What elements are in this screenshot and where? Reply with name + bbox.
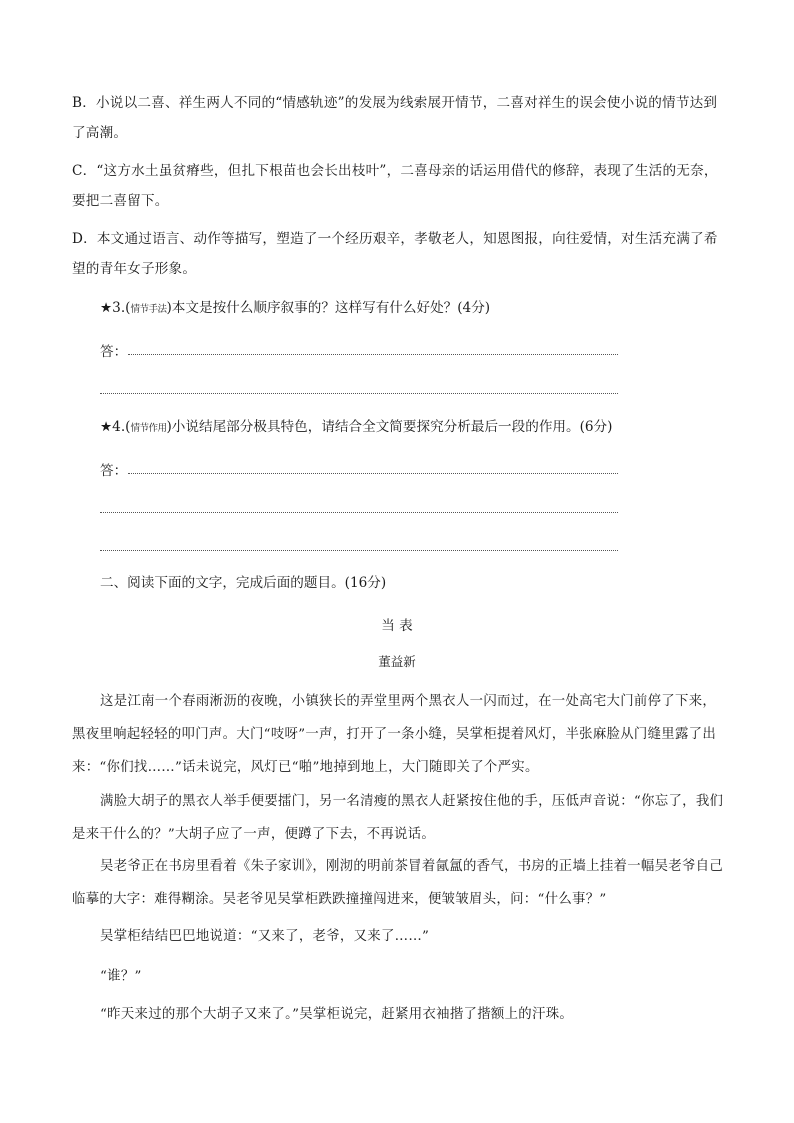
q3-answer-line-1[interactable]: [128, 354, 618, 355]
option-c: C．“这方水土虽贫瘠些，但扎下根苗也会长出枝叶”，二喜母亲的话运用借代的修辞，表现了生活的无奈，要把二喜留下。: [72, 163, 718, 209]
q3-answer-line-2[interactable]: [100, 393, 618, 394]
story-paragraph-3: 吴老爷正在书房里看着《朱子家训》，刚沏的明前茶冒着氤氲的香气，书房的正墙上挂着一幅吴老爷自己临摹的大字：难得糊涂。吴老爷见吴掌柜跌跌撞撞闯进来，便皱皱眉头，问：“什么事？”: [72, 859, 724, 907]
story-title: 当 表: [381, 618, 413, 634]
story-author: 董益新: [378, 654, 416, 669]
q4-answer-line-1[interactable]: [128, 473, 618, 474]
q4-tag: 情节作用: [130, 423, 167, 434]
q3-answer-label: 答：: [100, 344, 128, 360]
story-paragraph-4: 吴掌柜结结巴巴地说道：“又来了，老爷，又来了……”: [100, 929, 430, 944]
q3-text: )本文是按什么顺序叙事的？这样写有什么好处？(4分): [166, 300, 491, 316]
section-2-heading: 二、阅读下面的文字，完成后面的题目。(16分): [100, 575, 387, 591]
q3-tag: 情节手法: [130, 304, 167, 315]
question-4: [100, 416, 724, 440]
q4-answer-label: 答：: [100, 463, 128, 479]
story-paragraph-2: 满脸大胡子的黑衣人举手便要擂门，另一名清瘦的黑衣人赶紧按住他的手，压低声音说：“你忘了，我们是来干什么的？”大胡子应了一声，便蹲了下去，不再说话。: [72, 794, 724, 842]
q4-answer-line-3[interactable]: [100, 550, 618, 551]
story-paragraph-1: 这是江南一个春雨淅沥的夜晚，小镇狭长的弄堂里两个黑衣人一闪而过，在一处高宅大门前停了下来，黑夜里响起轻轻的叩门声。大门“吱呀”一声，打开了一条小缝，吴掌柜提着风灯，半张麻脸从门缝里露了出来：“你们找……”话未说完，风灯已“啪”地掉到地上，大门随即关了个严实。: [72, 694, 717, 775]
question-3: [100, 297, 724, 321]
q4-prefix: ★4.(: [100, 419, 131, 435]
q4-text: )小说结尾部分极具特色，请结合全文简要探究分析最后一段的作用。(6分): [166, 419, 613, 435]
story-paragraph-6: “昨天来过的那个大胡子又来了。”吴掌柜说完，赶紧用衣袖揩了揩额上的汗珠。: [100, 1007, 574, 1022]
option-d: D．本文通过语言、动作等描写，塑造了一个经历艰辛，孝敬老人，知恩图报，向往爱情，对生活充满了希望的青年女子形象。: [72, 231, 718, 277]
story-paragraph-5: “谁？”: [100, 969, 142, 984]
q4-answer-line-2[interactable]: [100, 512, 618, 513]
q3-prefix: ★3.(: [100, 300, 131, 316]
option-b: B．小说以二喜、祥生两人不同的“情感轨迹”的发展为线索展开情节，二喜对祥生的误会使小说的情节达到了高潮。: [72, 95, 718, 141]
